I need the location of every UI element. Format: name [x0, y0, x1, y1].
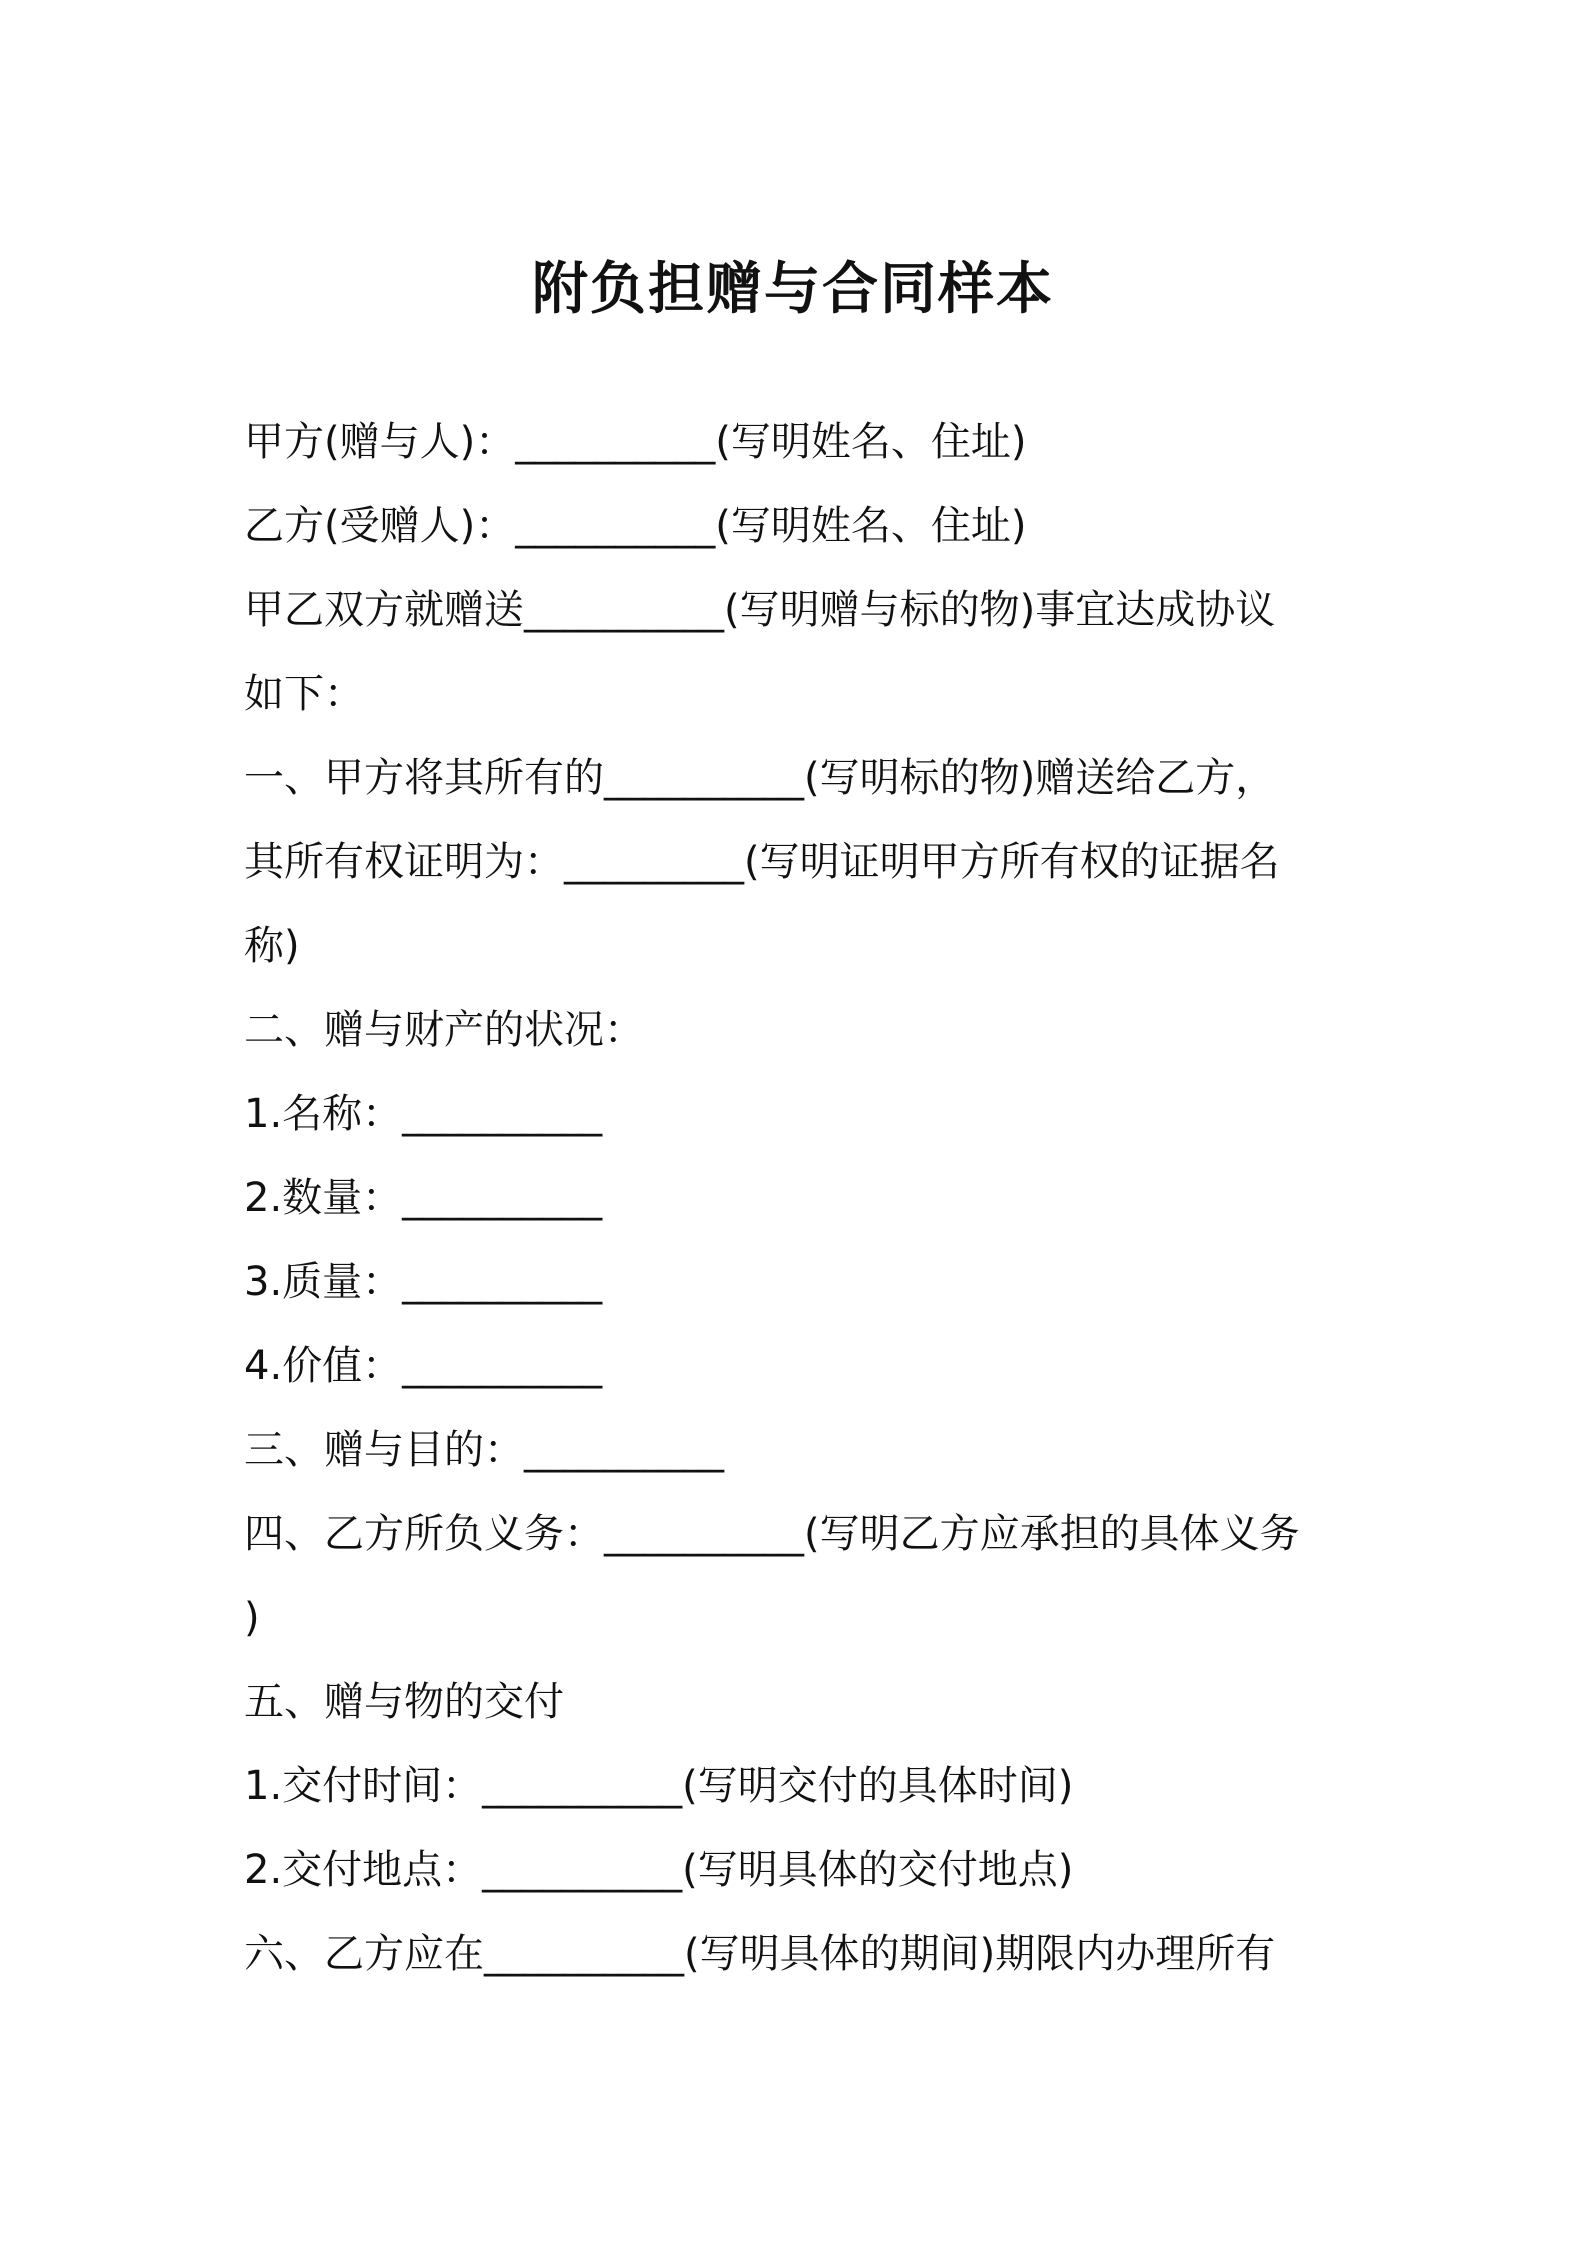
clause-3-line: 三、赠与目的：__________: [244, 1427, 724, 1473]
delivery-place-line: 2.交付地点：__________(写明具体的交付地点): [244, 1847, 1074, 1893]
document-title: 附负担赠与合同样本: [532, 257, 1054, 322]
delivery-time-line: 1.交付时间：__________(写明交付的具体时间): [244, 1763, 1074, 1809]
property-value-line: 4.价值：__________: [244, 1343, 603, 1389]
clause-1-line-cont: 其所有权证明为：_________(写明证明甲方所有权的证据名: [244, 839, 1280, 885]
clause-6-line: 六、乙方应在__________(写明具体的期间)期限内办理所有: [244, 1931, 1276, 1977]
property-name-line: 1.名称：__________: [244, 1091, 603, 1137]
property-quality-line: 3.质量：__________: [244, 1259, 603, 1305]
clause-1-line: 一、甲方将其所有的__________(写明标的物)赠送给乙方，: [244, 755, 1276, 801]
document-body: [244, 400, 1354, 1996]
clause-4-line-end: ): [244, 1595, 260, 1641]
party-a-line: 甲方(赠与人)：__________(写明姓名、住址): [244, 419, 1027, 465]
agreement-intro-line-cont: 如下：: [244, 671, 364, 717]
clause-1-line-end: 称): [244, 923, 300, 969]
agreement-intro-line: 甲乙双方就赠送__________(写明赠与标的物)事宜达成协议: [244, 587, 1276, 633]
clause-5-heading: 五、赠与物的交付: [244, 1679, 564, 1725]
property-quantity-line: 2.数量：__________: [244, 1175, 603, 1221]
clause-4-line: 四、乙方所负义务：__________(写明乙方应承担的具体义务: [244, 1511, 1300, 1557]
party-b-line: 乙方(受赠人)：__________(写明姓名、住址): [244, 503, 1027, 549]
clause-2-heading: 二、赠与财产的状况：: [244, 1007, 644, 1053]
